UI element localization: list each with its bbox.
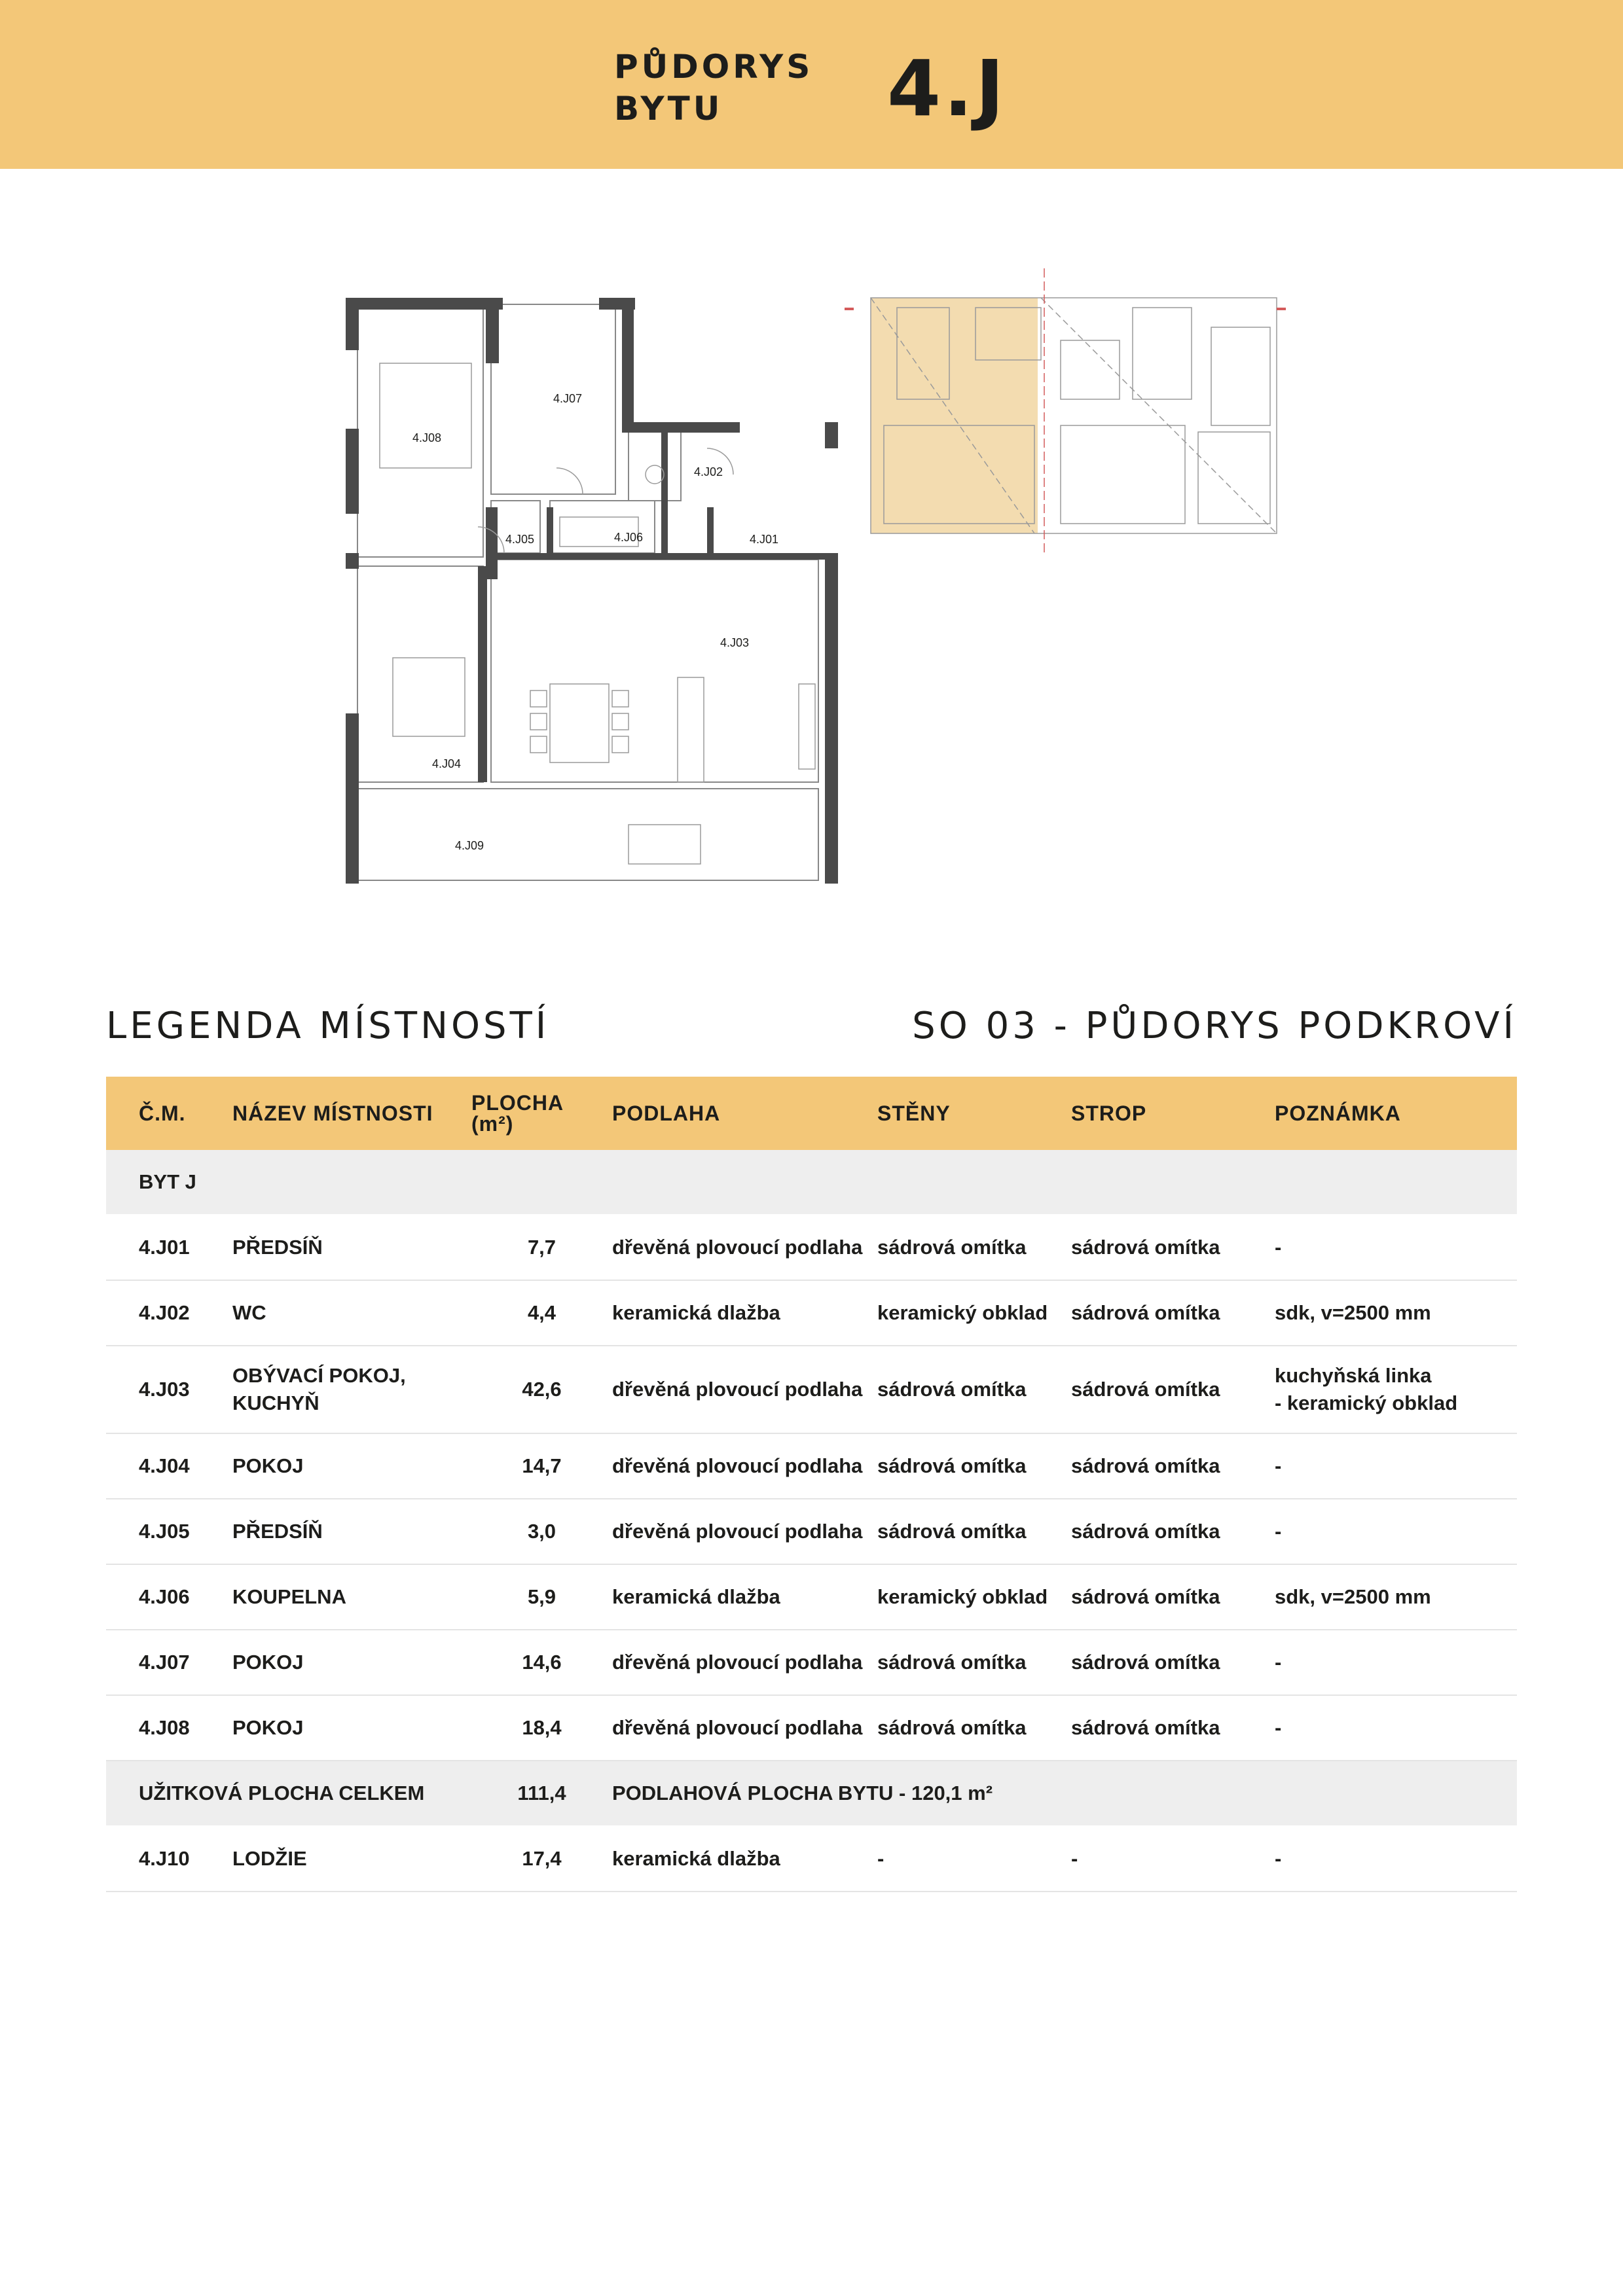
cell-ceiling: - — [1071, 1826, 1275, 1892]
cell-name: POKOJ — [232, 1630, 471, 1695]
table-row — [106, 1433, 1517, 1499]
col-header-cm: Č.M. — [106, 1077, 232, 1150]
cell-name: POKOJ — [232, 1433, 471, 1499]
cell-ceiling: sádrová omítka — [1071, 1433, 1275, 1499]
legend-title: LEGENDA MÍSTNOSTÍ — [106, 1005, 550, 1047]
table-row — [106, 1215, 1517, 1280]
col-header-area — [471, 1077, 612, 1150]
col-header-area-line2: (m²) — [471, 1112, 514, 1136]
cell-cm: 4.J01 — [106, 1215, 232, 1280]
cell-ceiling: sádrová omítka — [1071, 1630, 1275, 1695]
cell-area: 4,4 — [471, 1280, 612, 1346]
table-row — [106, 1280, 1517, 1346]
room-label-4j07: 4.J07 — [553, 392, 583, 405]
cell-walls: keramický obklad — [877, 1564, 1071, 1630]
col-header-floor: PODLAHA — [612, 1077, 877, 1150]
group-row — [106, 1150, 1517, 1215]
cell-ceiling: sádrová omítka — [1071, 1499, 1275, 1564]
cell-note: - — [1275, 1433, 1517, 1499]
cell-ceiling: sádrová omítka — [1071, 1215, 1275, 1280]
cell-walls: sádrová omítka — [877, 1695, 1071, 1761]
table-header-row — [106, 1077, 1517, 1150]
cell-name: LODŽIE — [232, 1826, 471, 1892]
room-label-4j02: 4.J02 — [694, 465, 723, 478]
floor-title: SO 03 - PŮDORYS PODKROVÍ — [912, 1005, 1517, 1047]
room-label-4j08: 4.J08 — [412, 431, 442, 444]
cell-ceiling: sádrová omítka — [1071, 1695, 1275, 1761]
cell-name-line2: KUCHYŇ — [232, 1391, 319, 1414]
page-title — [614, 46, 813, 130]
cell-floor: dřevěná plovoucí podlaha — [612, 1215, 877, 1280]
table-row — [106, 1630, 1517, 1695]
cell-note: - — [1275, 1695, 1517, 1761]
cell-floor: keramická dlažba — [612, 1826, 877, 1892]
cell-cm: 4.J08 — [106, 1695, 232, 1761]
cell-name: POKOJ — [232, 1695, 471, 1761]
cell-name — [232, 1346, 471, 1433]
cell-area: 7,7 — [471, 1215, 612, 1280]
floor-plan — [340, 291, 838, 893]
loggia-row — [106, 1826, 1517, 1892]
room-label-4j03: 4.J03 — [720, 636, 750, 649]
cell-walls: sádrová omítka — [877, 1630, 1071, 1695]
room-label-4j05: 4.J05 — [505, 533, 535, 546]
cell-cm: 4.J07 — [106, 1630, 232, 1695]
cell-note-line2: - keramický obklad — [1275, 1391, 1458, 1414]
col-header-walls: STĚNY — [877, 1077, 1071, 1150]
cell-floor: keramická dlažba — [612, 1564, 877, 1630]
total-row — [106, 1761, 1517, 1826]
cell-cm: 4.J05 — [106, 1499, 232, 1564]
cell-name: PŘEDSÍŇ — [232, 1499, 471, 1564]
cell-name: WC — [232, 1280, 471, 1346]
cell-ceiling: sádrová omítka — [1071, 1346, 1275, 1433]
cell-floor: dřevěná plovoucí podlaha — [612, 1433, 877, 1499]
cell-note: - — [1275, 1630, 1517, 1695]
cell-floor: keramická dlažba — [612, 1280, 877, 1346]
table-row — [106, 1499, 1517, 1564]
cell-cm: 4.J02 — [106, 1280, 232, 1346]
cell-floor: dřevěná plovoucí podlaha — [612, 1630, 877, 1695]
cell-area: 5,9 — [471, 1564, 612, 1630]
cell-walls: sádrová omítka — [877, 1215, 1071, 1280]
col-header-note: POZNÁMKA — [1275, 1077, 1517, 1150]
table-row — [106, 1346, 1517, 1433]
cell-note: - — [1275, 1215, 1517, 1280]
group-label: BYT J — [106, 1150, 1517, 1215]
title-line-2: BYTU — [614, 90, 723, 128]
cell-ceiling: sádrová omítka — [1071, 1280, 1275, 1346]
cell-note: sdk, v=2500 mm — [1275, 1280, 1517, 1346]
cell-walls: - — [877, 1826, 1071, 1892]
room-label-4j04: 4.J04 — [432, 757, 462, 770]
room-legend-table — [106, 1077, 1517, 1892]
cell-area: 3,0 — [471, 1499, 612, 1564]
col-header-area-line1: PLOCHA — [471, 1091, 564, 1115]
cell-area: 14,7 — [471, 1433, 612, 1499]
cell-walls: keramický obklad — [877, 1280, 1071, 1346]
cell-area: 14,6 — [471, 1630, 612, 1695]
room-label-4j09: 4.J09 — [455, 839, 484, 852]
cell-floor: dřevěná plovoucí podlaha — [612, 1346, 877, 1433]
cell-cm: 4.J03 — [106, 1346, 232, 1433]
cell-note: - — [1275, 1826, 1517, 1892]
cell-cm: 4.J10 — [106, 1826, 232, 1892]
cell-floor: dřevěná plovoucí podlaha — [612, 1499, 877, 1564]
table-row — [106, 1695, 1517, 1761]
room-label-4j06: 4.J06 — [614, 531, 644, 544]
cell-walls: sádrová omítka — [877, 1433, 1071, 1499]
title-line-1: PŮDORYS — [614, 48, 814, 86]
cell-note — [1275, 1346, 1517, 1433]
col-header-ceiling: STROP — [1071, 1077, 1275, 1150]
cell-area: 18,4 — [471, 1695, 612, 1761]
total-floor-area: PODLAHOVÁ PLOCHA BYTU - 120,1 m² — [612, 1761, 1517, 1826]
cell-area: 42,6 — [471, 1346, 612, 1433]
cell-name: PŘEDSÍŇ — [232, 1215, 471, 1280]
header-band — [0, 0, 1623, 169]
total-area: 111,4 — [471, 1761, 612, 1826]
cell-floor: dřevěná plovoucí podlaha — [612, 1695, 877, 1761]
cell-note: sdk, v=2500 mm — [1275, 1564, 1517, 1630]
cell-note: - — [1275, 1499, 1517, 1564]
cell-walls: sádrová omítka — [877, 1346, 1071, 1433]
cell-ceiling: sádrová omítka — [1071, 1564, 1275, 1630]
cell-cm: 4.J04 — [106, 1433, 232, 1499]
cell-note-line1: kuchyňská linka — [1275, 1364, 1432, 1387]
col-header-name: NÁZEV MÍSTNOSTI — [232, 1077, 471, 1150]
total-label: UŽITKOVÁ PLOCHA CELKEM — [106, 1761, 471, 1826]
cell-area: 17,4 — [471, 1826, 612, 1892]
table-row — [106, 1564, 1517, 1630]
apartment-code: 4.J — [887, 43, 1007, 134]
cell-name: KOUPELNA — [232, 1564, 471, 1630]
key-plan — [845, 262, 1290, 563]
cell-cm: 4.J06 — [106, 1564, 232, 1630]
room-label-4j01: 4.J01 — [750, 533, 779, 546]
cell-walls: sádrová omítka — [877, 1499, 1071, 1564]
cell-name-line1: OBÝVACÍ POKOJ, — [232, 1364, 406, 1387]
